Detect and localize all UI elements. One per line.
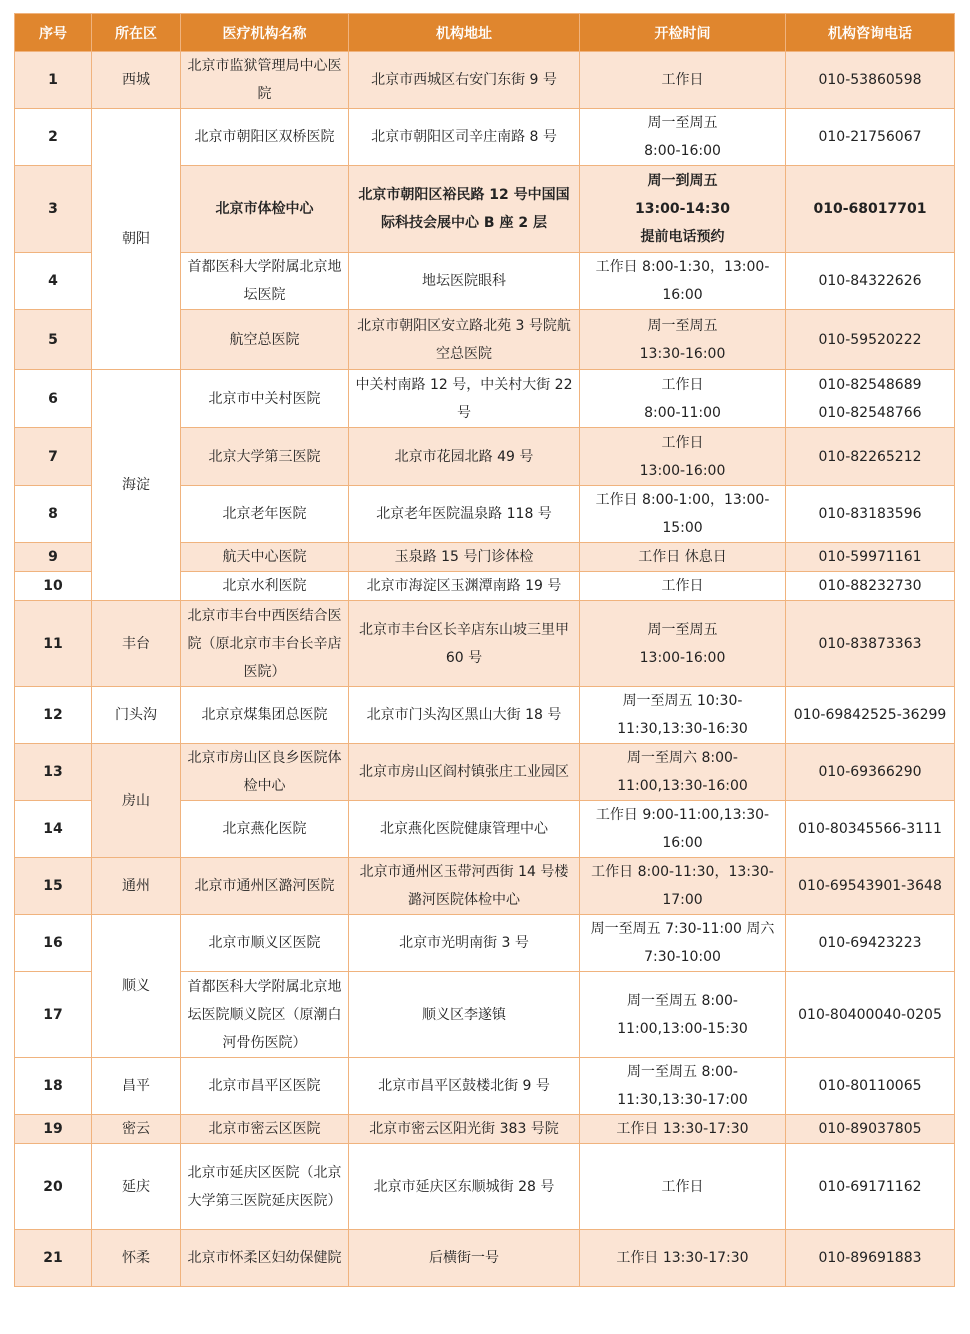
institution-name: 北京市朝阳区双桥医院 [181,109,349,166]
row-number: 9 [15,543,92,572]
contact-phone: 010-53860598 [786,52,955,109]
institution-name: 首都医科大学附属北京地坛医院 [181,253,349,310]
table-row [15,109,955,166]
row-number: 2 [15,109,92,166]
opening-hours: 周一至周五 10:30-11:30,13:30-16:30 [580,687,786,744]
row-number: 18 [15,1058,92,1115]
district-cell: 朝阳 [92,109,181,370]
row-number: 5 [15,310,92,370]
row-number: 4 [15,253,92,310]
opening-hours: 工作日 13:00-16:00 [580,428,786,486]
opening-hours: 工作日 [580,1144,786,1230]
institution-name: 航天中心医院 [181,543,349,572]
opening-hours: 工作日 9:00-11:00,13:30-16:00 [580,801,786,858]
institution-address: 中关村南路 12 号，中关村大街 22 号 [349,370,580,428]
institution-address: 北京市门头沟区黑山大街 18 号 [349,687,580,744]
row-number: 21 [15,1230,92,1287]
opening-hours: 工作日 8:00-1:30，13:00-16:00 [580,253,786,310]
opening-hours: 周一至周五 8:00-11:00,13:00-15:30 [580,972,786,1058]
row-number: 3 [15,166,92,253]
header-hours: 开检时间 [580,14,786,52]
table-row [15,1058,955,1115]
institution-name: 首都医科大学附属北京地坛医院顺义院区（原潮白河骨伤医院） [181,972,349,1058]
table-row [15,1115,955,1144]
contact-phone: 010-83873363 [786,601,955,687]
contact-phone: 010-82548689 010-82548766 [786,370,955,428]
district-cell: 门头沟 [92,687,181,744]
contact-phone: 010-83183596 [786,486,955,543]
institution-name: 北京大学第三医院 [181,428,349,486]
contact-phone: 010-59520222 [786,310,955,370]
opening-hours: 周一至周五 7:30-11:00 周六7:30-10:00 [580,915,786,972]
row-number: 11 [15,601,92,687]
district-cell: 西城 [92,52,181,109]
row-number: 14 [15,801,92,858]
institution-address: 北京市延庆区东顺城街 28 号 [349,1144,580,1230]
opening-hours: 工作日 [580,52,786,109]
row-number: 6 [15,370,92,428]
district-cell: 昌平 [92,1058,181,1115]
district-cell: 延庆 [92,1144,181,1230]
contact-phone: 010-80345566-3111 [786,801,955,858]
contact-phone: 010-68017701 [786,166,955,253]
contact-phone: 010-21756067 [786,109,955,166]
row-number: 10 [15,572,92,601]
institution-name: 北京京煤集团总医院 [181,687,349,744]
institution-address: 北京市光明南街 3 号 [349,915,580,972]
table-row [15,687,955,744]
opening-hours: 周一至周五 8:00-16:00 [580,109,786,166]
contact-phone: 010-88232730 [786,572,955,601]
opening-hours: 周一至周六 8:00-11:00,13:30-16:00 [580,744,786,801]
institution-address: 北京老年医院温泉路 118 号 [349,486,580,543]
table-row [15,744,955,801]
institution-name: 北京市昌平区医院 [181,1058,349,1115]
institution-address: 后横街一号 [349,1230,580,1287]
table-row [15,601,955,687]
district-cell: 怀柔 [92,1230,181,1287]
institution-address: 北京市海淀区玉渊潭南路 19 号 [349,572,580,601]
row-number: 8 [15,486,92,543]
institution-name: 北京燕化医院 [181,801,349,858]
district-cell: 通州 [92,858,181,915]
contact-phone: 010-69366290 [786,744,955,801]
opening-hours: 工作日 13:30-17:30 [580,1115,786,1144]
institution-name: 航空总医院 [181,310,349,370]
row-number: 15 [15,858,92,915]
header-address: 机构地址 [349,14,580,52]
opening-hours: 工作日 8:00-1:00，13:00-15:00 [580,486,786,543]
table-row [15,858,955,915]
institution-name: 北京市怀柔区妇幼保健院 [181,1230,349,1287]
header-district: 所在区 [92,14,181,52]
institution-name: 北京市体检中心 [181,166,349,253]
header-row [15,14,955,52]
opening-hours: 周一至周五 13:30-16:00 [580,310,786,370]
district-cell: 顺义 [92,915,181,1058]
institution-table [14,13,955,1287]
institution-address: 北京市朝阳区司辛庄南路 8 号 [349,109,580,166]
institution-address: 北京燕化医院健康管理中心 [349,801,580,858]
institution-address: 北京市昌平区鼓楼北街 9 号 [349,1058,580,1115]
opening-hours: 工作日 13:30-17:30 [580,1230,786,1287]
contact-phone: 010-80110065 [786,1058,955,1115]
opening-hours: 工作日 休息日 [580,543,786,572]
row-number: 20 [15,1144,92,1230]
row-number: 16 [15,915,92,972]
row-number: 1 [15,52,92,109]
institution-name: 北京市监狱管理局中心医院 [181,52,349,109]
institution-name: 北京市延庆区医院（北京大学第三医院延庆医院） [181,1144,349,1230]
institution-name: 北京水利医院 [181,572,349,601]
institution-address: 北京市通州区玉带河西街 14 号楼潞河医院体检中心 [349,858,580,915]
contact-phone: 010-89037805 [786,1115,955,1144]
institution-name: 北京市中关村医院 [181,370,349,428]
institution-name: 北京市丰台中西医结合医院（原北京市丰台长辛店医院） [181,601,349,687]
institution-address: 北京市房山区阎村镇张庄工业园区 [349,744,580,801]
institution-address: 地坛医院眼科 [349,253,580,310]
institution-address: 北京市朝阳区安立路北苑 3 号院航空总医院 [349,310,580,370]
opening-hours: 工作日 8:00-11:00 [580,370,786,428]
institution-address: 玉泉路 15 号门诊体检 [349,543,580,572]
opening-hours: 周一至周五 13:00-16:00 [580,601,786,687]
institution-name: 北京市顺义区医院 [181,915,349,972]
institution-address: 北京市密云区阳光街 383 号院 [349,1115,580,1144]
institution-address: 顺义区李遂镇 [349,972,580,1058]
table-row [15,1230,955,1287]
table-row [15,1144,955,1230]
header-phone: 机构咨询电话 [786,14,955,52]
opening-hours: 周一到周五 13:00-14:30 提前电话预约 [580,166,786,253]
institution-name: 北京市通州区潞河医院 [181,858,349,915]
table-row [15,370,955,428]
contact-phone: 010-89691883 [786,1230,955,1287]
row-number: 12 [15,687,92,744]
institution-name: 北京市密云区医院 [181,1115,349,1144]
contact-phone: 010-82265212 [786,428,955,486]
opening-hours: 工作日 8:00-11:30，13:30-17:00 [580,858,786,915]
district-cell: 房山 [92,744,181,858]
contact-phone: 010-84322626 [786,253,955,310]
contact-phone: 010-80400040-0205 [786,972,955,1058]
district-cell: 海淀 [92,370,181,601]
institution-address: 北京市西城区右安门东街 9 号 [349,52,580,109]
table-row [15,52,955,109]
table-row [15,915,955,972]
opening-hours: 工作日 [580,572,786,601]
institution-address: 北京市花园北路 49 号 [349,428,580,486]
institution-address: 北京市丰台区长辛店东山坡三里甲 60 号 [349,601,580,687]
district-cell: 丰台 [92,601,181,687]
header-institution-name: 医疗机构名称 [181,14,349,52]
contact-phone: 010-69423223 [786,915,955,972]
row-number: 19 [15,1115,92,1144]
contact-phone: 010-69842525-36299 [786,687,955,744]
opening-hours: 周一至周五 8:00-11:30,13:30-17:00 [580,1058,786,1115]
institution-address: 北京市朝阳区裕民路 12 号中国国际科技会展中心 B 座 2 层 [349,166,580,253]
contact-phone: 010-69171162 [786,1144,955,1230]
row-number: 7 [15,428,92,486]
contact-phone: 010-59971161 [786,543,955,572]
row-number: 17 [15,972,92,1058]
header-no: 序号 [15,14,92,52]
contact-phone: 010-69543901-3648 [786,858,955,915]
row-number: 13 [15,744,92,801]
district-cell: 密云 [92,1115,181,1144]
table-body [15,52,955,1287]
institution-name: 北京市房山区良乡医院体检中心 [181,744,349,801]
institution-name: 北京老年医院 [181,486,349,543]
